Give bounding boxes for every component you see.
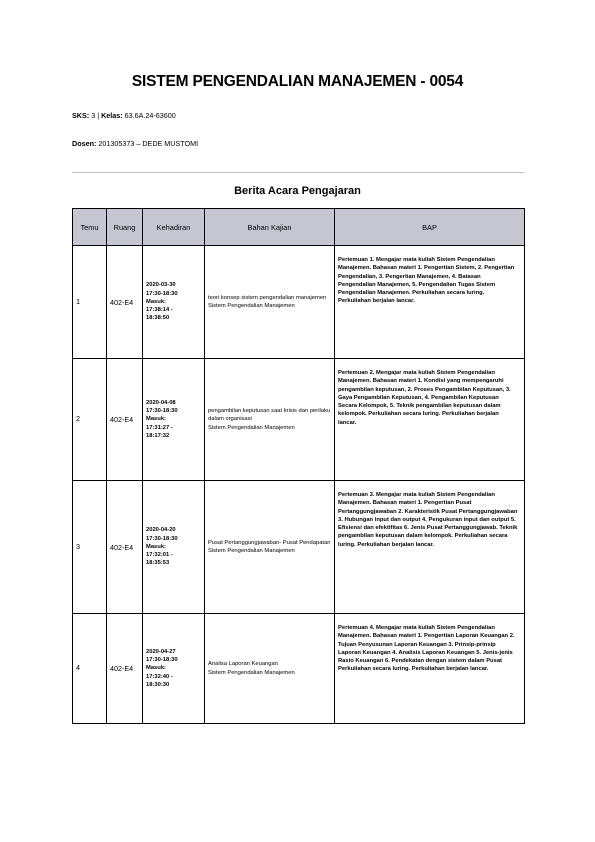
- header-bahan-kajian: Bahan Kajian: [205, 209, 335, 246]
- cell-bahan-kajian: [205, 359, 335, 481]
- attendance-out: 18:38:50: [146, 315, 170, 322]
- cell-ruang: 402-E4: [107, 359, 143, 481]
- attendance-in: 17:32:01 -: [146, 552, 173, 559]
- attendance-in: 17:38:14 -: [146, 307, 173, 314]
- separator: |: [97, 111, 100, 120]
- dosen-value: 201305373 – DEDE MUSTOMI: [98, 139, 199, 148]
- cell-bap: Pertemuan 1. Mengajar mata kuliah Sistem Pengendalian Manajemen. Bahasan materi 1. Pengertian Sistem, 2. Pengertian Pengendalian, 3. Pengertian Manajemen, 4. Batasan Pengendalian Manajemen, 5. Pengendalian Tugas Sistem Pengendalian Manajemen. Perkuliahan secara luring. Perkuliahan berjalan lancar.: [335, 246, 525, 359]
- header-kehadiran: Kehadiran: [143, 209, 205, 246]
- attendance-in: 17:31:27 -: [146, 424, 173, 431]
- attendance-schedule: 17:30-18:30: [146, 408, 178, 415]
- attendance-schedule: 17:30-18:30: [146, 657, 178, 664]
- sks-label: SKS:: [72, 111, 90, 120]
- kelas-value: 63.6A.24-63600: [124, 111, 176, 120]
- cell-ruang: 402-E4: [107, 614, 143, 724]
- subject: Sistem Pengendalian Manajemen: [208, 424, 295, 431]
- table-row: [73, 614, 525, 724]
- table-row: [73, 359, 525, 481]
- cell-kehadiran: [143, 614, 205, 724]
- lecturer-info: [72, 139, 198, 148]
- cell-ruang: 402-E4: [107, 481, 143, 614]
- header-ruang: Ruang: [107, 209, 143, 246]
- table-row: [73, 246, 525, 359]
- cell-ruang: 402-E4: [107, 246, 143, 359]
- table-row: [73, 481, 525, 614]
- cell-bap: Pertemuan 4. Mengajar mata kuliah Sistem Pengendalian Manajemen. Bahasan materi 1. Pengertian Laporan Keuangan 2. Tujuan Penyusunan Laporan Keuangan 3. Prinsip-prinsip Laporan Keuangan 4. Analisis Laporan Keuangan 5. Jenis-jenis Rasio Keuangan 6. Pendekatan dengan sistem dalam Pusat Perkuliahan secara luring. Perkuliahan berjalan lancar.: [335, 614, 525, 724]
- cell-bahan-kajian: [205, 614, 335, 724]
- dosen-label: Dosen:: [72, 139, 97, 148]
- attendance-in: 17:32:40 -: [146, 673, 173, 680]
- bap-table: [72, 208, 525, 724]
- subject: Sistem Pengendalian Manajemen: [208, 669, 295, 676]
- table-header-row: [73, 209, 525, 246]
- cell-kehadiran: [143, 481, 205, 614]
- attendance-label: Masuk:: [146, 416, 166, 423]
- kelas-label: Kelas:: [101, 111, 123, 120]
- cell-temu: 3: [73, 481, 107, 614]
- attendance-label: Masuk:: [146, 298, 166, 305]
- attendance-label: Masuk:: [146, 665, 166, 672]
- cell-bahan-kajian: [205, 481, 335, 614]
- page-title: SISTEM PENGENDALIAN MANAJEMEN - 0054: [131, 73, 464, 90]
- attendance-date: 2020-04-27: [146, 648, 176, 655]
- topic: teori konsep sistem pengendalian manajemen: [208, 294, 327, 301]
- attendance-schedule: 17:30-18:30: [146, 290, 178, 297]
- attendance-date: 2020-04-20: [146, 527, 176, 534]
- header-bap: BAP: [335, 209, 525, 246]
- cell-kehadiran: [143, 359, 205, 481]
- attendance-schedule: 17:30-18:30: [146, 535, 178, 542]
- header-temu: Temu: [73, 209, 107, 246]
- divider: [72, 172, 524, 173]
- topic: Pusat Pertanggungjawaban- Pusat Pendapatan: [208, 539, 331, 546]
- cell-temu: 2: [73, 359, 107, 481]
- cell-bap: Pertemuan 3. Mengajar mata kuliah Sistem Pengendalian Manajemen. Bahasan materi 1. Pengertian Pusat Pertanggungjawaban 2. Karakteristik Pusat Pertanggungjawaban 3. Hubungan input dan output 4. Pengukuran input dan output 5. Efisiensi dan efektifitas 6. Jenis Pusat Pertanggungjawab. Teknik pengambilan keputusan dalam kelompok. Perkuliahan secara luring. Perkuliahan berjalan lancar.: [335, 481, 525, 614]
- attendance-date: 2020-03-30: [146, 282, 176, 289]
- attendance-out: 18:30:30: [146, 681, 170, 688]
- course-info: [72, 111, 176, 120]
- attendance-label: Masuk:: [146, 543, 166, 550]
- cell-bap: Pertemuan 2. Mengajar mata kuliah Sistem Pengendalian Manajemen. Bahasan materi 1. Kondisi yang mempengaruhi pengambilan keputusan, 2. Proses Pengambilan Keputusan, 3. Gaya Pengambilan Keputusan, 4. Pengambilan Keputusan Secara Kelompok, 5. Teknik pengambilan keputusan dalam kelompok. Perkuliahan secara luring. Perkuliahan berjalan lancar.: [335, 359, 525, 481]
- attendance-date: 2020-04-08: [146, 399, 176, 406]
- attendance-out: 18:35:53: [146, 560, 170, 567]
- cell-kehadiran: [143, 246, 205, 359]
- subject: Sistem Pengendalian Manajemen: [208, 548, 295, 554]
- subject: Sistem Pengendalian Manajemen: [208, 303, 295, 309]
- cell-temu: 4: [73, 614, 107, 724]
- topic: pengambilan keputusan saat krisis dan perilaku dalam organisasi: [208, 408, 331, 423]
- attendance-out: 18:17:32: [146, 432, 170, 439]
- section-title: Berita Acara Pengajaran: [234, 185, 361, 197]
- topic: Analisa Laporan Keuangan: [208, 661, 278, 668]
- sks-value: 3: [91, 111, 96, 120]
- cell-bahan-kajian: [205, 246, 335, 359]
- cell-temu: 1: [73, 246, 107, 359]
